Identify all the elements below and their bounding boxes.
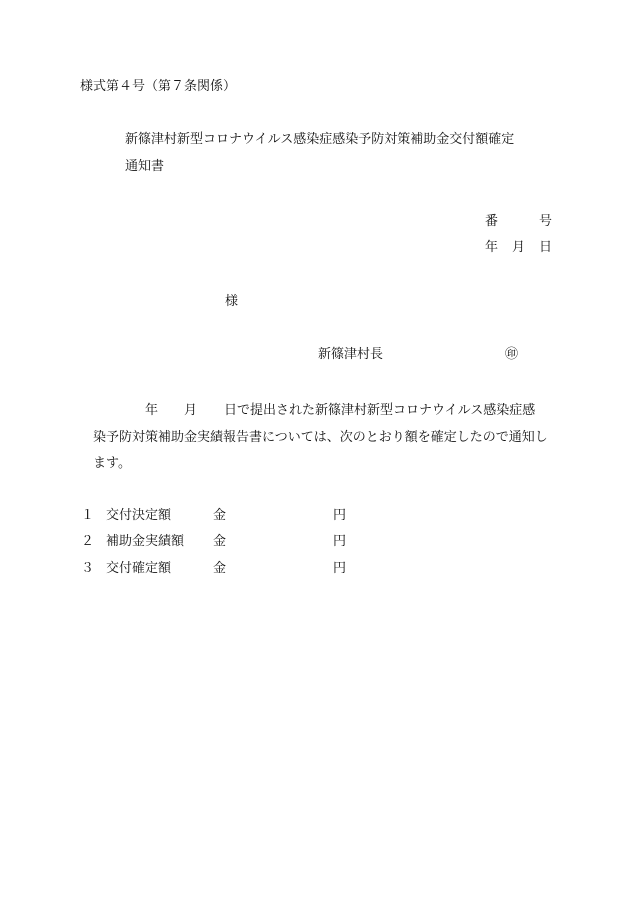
item-3-unit: 円 (333, 561, 347, 576)
document-title-line-1: 新篠津村新型コロナウイルス感染症感染予防対策補助金交付額確定 (125, 132, 515, 147)
body-year-label: 年 (145, 403, 159, 418)
addressee-honorific: 様 (225, 294, 239, 309)
item-2-prefix: 金 (213, 534, 227, 549)
body-text-line-1: 日で提出された新篠津村新型コロナウイルス感染症感 (224, 403, 536, 418)
item-1-prefix: 金 (213, 508, 227, 523)
item-3-number: ３ (81, 561, 95, 576)
form-number: 様式第４号（第７条関係） (80, 79, 237, 94)
document-title-line-2: 通知書 (125, 159, 165, 174)
item-1-unit: 円 (333, 508, 347, 523)
item-2-unit: 円 (333, 534, 347, 549)
date-day-label: 日 (539, 240, 553, 255)
reference-number-suffix: 号 (539, 214, 553, 229)
item-2-number: ２ (81, 534, 95, 549)
item-1-number: １ (81, 508, 95, 523)
issuer-name: 新篠津村長 (318, 347, 384, 362)
item-3-prefix: 金 (213, 561, 227, 576)
date-month-label: 月 (512, 240, 526, 255)
item-1-label: 交付決定額 (106, 508, 172, 523)
body-text-line-3: ます。 (93, 456, 131, 471)
item-2-label: 補助金実績額 (106, 534, 185, 549)
reference-number-label: 番 (485, 214, 499, 229)
body-month-label: 月 (184, 403, 198, 418)
seal-mark: ㊞ (505, 347, 519, 362)
body-text-line-2: 染予防対策補助金実績報告書については、次のとおり額を確定したので通知し (93, 430, 548, 445)
date-year-label: 年 (485, 240, 499, 255)
item-3-label: 交付確定額 (106, 561, 172, 576)
